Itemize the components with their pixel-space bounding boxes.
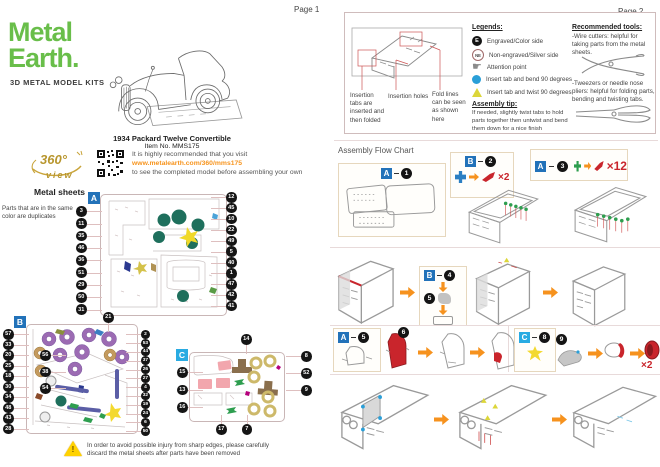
tip-line1: If needed, slightly twist tabs to hold (472, 110, 564, 116)
badge-connector (437, 275, 442, 276)
sheet-a-art (101, 195, 226, 315)
mini-arrow-icon (584, 162, 591, 170)
sheet-c-art (190, 353, 284, 421)
recommend-url: www.metalearth.com/360/mms175 (132, 160, 243, 168)
red-part-icon (594, 161, 603, 171)
flow-chart-heading: Assembly Flow Chart (338, 146, 414, 155)
step2-parts (455, 171, 513, 183)
step4-sub (424, 293, 466, 304)
sheet-c-callout-top (241, 334, 252, 345)
logo-line2: Earth. (8, 42, 79, 73)
page1-label: Page 1 (294, 5, 320, 14)
step-sheet-badge: B (424, 270, 435, 281)
part-callout: 49 (226, 236, 237, 247)
sheet-a-callouts-left (76, 206, 87, 315)
red-wheel-icon (644, 340, 660, 360)
product-caption (88, 134, 256, 150)
part-callout: 17 (216, 424, 227, 435)
part-callout: 40 (226, 257, 237, 268)
legend-label: Insert tab and bend 90 degrees (486, 76, 573, 83)
part-callout: 2 (141, 330, 150, 339)
legends-heading: Legends: (472, 24, 503, 31)
subassembly-sketch (433, 316, 453, 325)
flow-arrow (400, 287, 415, 298)
assembly-tip-heading: Assembly tip: (472, 101, 518, 108)
logo-line1: Metal (8, 17, 73, 47)
legend-label: Non-engraved/Silver side (489, 51, 559, 59)
warning-line2: discard the metal sheets after parts have been removed (87, 450, 241, 458)
part-callout: 6 (141, 418, 150, 427)
part-callout: 29 (76, 280, 87, 291)
step-sheet-badge: A (381, 168, 392, 179)
badge-connector (351, 337, 356, 338)
part-callout: 41 (226, 301, 237, 312)
part-callout: 7 (242, 424, 253, 435)
badge-connector (394, 173, 399, 174)
metal-sheets-heading: Metal sheets (34, 187, 86, 197)
insertion-holes-label: Insertion holes (388, 93, 429, 100)
step-part-badge: 3 (557, 161, 568, 172)
part-callout: 34 (3, 392, 14, 403)
warning-icon (64, 441, 82, 456)
sheet-b-callouts-right (141, 330, 150, 436)
step-part-badge: 6 (398, 327, 409, 338)
part-callout: 38 (40, 367, 51, 378)
badge-360-view: view (46, 170, 74, 180)
warning-exclaim: ! (71, 445, 75, 454)
sheet-b-callouts-left (3, 329, 14, 434)
legend-item-nonengraved (472, 49, 558, 61)
front-box-sketch (333, 252, 399, 336)
part-callout: 3 (76, 206, 87, 217)
seat-sketch (338, 345, 376, 367)
row-divider (330, 374, 660, 375)
front-assembly-sketch (334, 378, 430, 462)
chassis-sketch (448, 183, 556, 245)
nonengraved-side-icon: NE (472, 49, 484, 61)
step-part-badge: 5 (358, 332, 369, 343)
part-callout: 47 (226, 279, 237, 290)
step-sheet-badge: A (535, 161, 546, 172)
part-callout: 53 (142, 340, 149, 346)
step-part-badge: 9 (556, 334, 567, 345)
sheet-a-plate (100, 194, 227, 316)
flow-arrow (470, 347, 485, 358)
step4-id (424, 270, 466, 281)
badge-connector (478, 161, 483, 162)
product-title: 1934 Packard Twelve Convertible (113, 134, 231, 143)
metal-earth-logo (8, 17, 79, 73)
insertion-diagram (350, 20, 466, 90)
part-callout: 5 (226, 246, 237, 257)
step-part-badge: 1 (401, 168, 412, 179)
part-callout: 50 (142, 428, 149, 434)
part-callout: 28 (3, 424, 14, 435)
yellow-part-icon (527, 346, 543, 361)
step-part-badge: 8 (539, 332, 550, 343)
part-callout: 27 (142, 375, 149, 381)
part-callout: 10 (226, 214, 237, 225)
part-callout: 4 (141, 383, 150, 392)
row-divider (330, 325, 660, 326)
sheet-b-callout-top (103, 312, 114, 323)
part-callout: 43 (3, 413, 14, 424)
part-callout: 57 (3, 329, 14, 340)
wheel-assembly-sketch (604, 338, 628, 364)
qr-code (96, 149, 125, 178)
step-sheet-badge: C (519, 332, 530, 343)
front-assembly-sketch (452, 378, 548, 462)
step1-id (381, 168, 445, 179)
step-sheet-badge: A (338, 332, 349, 343)
step-part-badge: 2 (485, 156, 496, 167)
part-callout: 35 (76, 231, 87, 242)
part-callout: 21 (103, 312, 114, 323)
part-callout: 12 (226, 192, 237, 203)
part-callout: 36 (76, 255, 87, 266)
legend-item-twist (472, 88, 572, 97)
sheet-a-badge: A (88, 192, 100, 204)
flow-arrow (543, 287, 558, 298)
step3-id (535, 159, 627, 173)
recommend-line1: It is highly recommended that you visit (132, 151, 248, 158)
part-callout: 14 (241, 334, 252, 345)
sheet-b-callouts-inner (40, 350, 51, 394)
step-sheet-badge: B (465, 156, 476, 167)
step2-id (465, 156, 513, 167)
part-callout: 31 (76, 304, 87, 315)
part-callout: 22 (226, 225, 237, 236)
sheet-a-callouts-right (226, 192, 237, 311)
pliers-icon (574, 102, 652, 128)
fold-lines-label: Fold lines can be seen as shown here (432, 91, 466, 123)
car-line-drawing (92, 46, 244, 136)
legend-item-attention (472, 62, 526, 73)
part-callout: 37 (142, 358, 149, 364)
flow-arrow (418, 347, 433, 358)
legend-item-bend (472, 75, 572, 84)
part-callout: 52 (301, 368, 312, 379)
part-callout: 46 (76, 243, 87, 254)
360-view-badge (28, 147, 86, 183)
mini-arrow-icon (469, 173, 479, 181)
step3-box (530, 149, 628, 181)
step4-box (419, 266, 467, 326)
warning-text (87, 442, 337, 458)
legend-item-engraved (472, 36, 543, 46)
tip-line3: them down for a nice finish (472, 125, 543, 132)
twist-tab-icon (472, 88, 482, 97)
bend-tab-icon (472, 75, 481, 84)
part-callout: 50 (76, 292, 87, 303)
part-callout: 42 (226, 290, 237, 301)
recommendation-text (132, 150, 332, 178)
legend-label: Engraved/Color side (487, 37, 544, 45)
flow-arrow (630, 348, 645, 359)
legend-label: Attention point (486, 64, 527, 71)
seat-assembly-sketch (438, 332, 466, 370)
step-part-badge: 4 (444, 270, 455, 281)
part-callout: 20 (3, 350, 14, 361)
part-callout: 11 (76, 218, 87, 229)
part-callout: 56 (40, 350, 51, 361)
duplicates-note: Parts that are in the same color are duplicates (2, 205, 73, 221)
part-callout: 26 (142, 367, 149, 373)
part-callout: 44 (142, 349, 149, 355)
warning-line1: In order to avoid possible injury from sharp edges, please carefully (87, 442, 269, 449)
mini-down-arrow (439, 305, 448, 315)
assembly-tip-text (472, 110, 582, 134)
part-callout: 48 (3, 403, 14, 414)
part-callout: 54 (40, 383, 51, 394)
quantity-label: ×12 (606, 159, 627, 173)
part-callout: 33 (3, 340, 14, 351)
part-callout: 19 (142, 402, 149, 408)
tweezers-text: -Tweezers or needle nose pliers: helpful for folding parts, bending and twisting tabs. (572, 80, 655, 104)
part-callout: 1 (226, 268, 237, 279)
attention-hand-icon: ☛ (472, 61, 482, 73)
wire-cutters-text: -Wire cutters: helpful for taking parts from the metal sheets. (572, 33, 646, 57)
red-part-icon (482, 172, 495, 182)
part-callout: 30 (3, 382, 14, 393)
seat-assembly-sketch (488, 331, 516, 371)
sheet-b-badge: B (14, 316, 26, 328)
sheet-c-callouts-left (177, 367, 188, 413)
legend-label: Insert tab and twist 90 degrees (487, 89, 572, 96)
step6-box (514, 328, 556, 372)
part-callout: 18 (3, 371, 14, 382)
part-callout: 9 (301, 385, 312, 396)
step5-box (333, 328, 381, 372)
front-assembly-sketch (566, 380, 658, 460)
sheet-c-badge: C (176, 349, 188, 361)
part-callout: 8 (301, 351, 312, 362)
badge-360-number: 360° (40, 152, 67, 167)
part-callout: 24 (142, 411, 149, 417)
blue-part-icon (455, 171, 466, 183)
gray-bracket-sketch (556, 346, 584, 368)
part-callout: 45 (226, 203, 237, 214)
step-part-badge: 5 (424, 293, 435, 304)
part-callout: 32 (142, 393, 149, 399)
engraved-side-icon: E (472, 36, 482, 46)
part-callout: 51 (76, 267, 87, 278)
part-callout: 16 (177, 402, 188, 413)
chassis-sketch (558, 180, 660, 244)
step6-id (519, 332, 555, 343)
step1-box (338, 163, 446, 237)
flow-arrow (552, 414, 567, 425)
insertion-tabs-label: Insertion tabs are inserted and then folded (350, 92, 385, 124)
product-item-number: Item No. MMS175 (144, 143, 200, 150)
row-divider (330, 247, 660, 248)
wire-cutters-icon (578, 52, 648, 78)
recommend-line2: to see the completed model before assembling your own (132, 169, 303, 177)
sheet-c-plate (189, 352, 285, 422)
step5-id (338, 332, 380, 343)
part-callout: 25 (3, 361, 14, 372)
green-part-icon (574, 161, 581, 172)
quantity-label: ×2 (498, 171, 510, 183)
tip-line2: parts together then untwist and bend (472, 117, 568, 124)
quantity-label: ×2 (641, 360, 653, 371)
logo-tagline: 3D METAL MODEL KITS (10, 78, 105, 87)
part-callout: 13 (177, 385, 188, 396)
gray-part-icon (438, 293, 451, 304)
mini-down-arrow (439, 282, 448, 292)
sheet-c-callouts-right (301, 351, 312, 396)
badge-connector (549, 166, 554, 167)
tools-heading: Recommended tools: (572, 24, 643, 31)
divider (334, 140, 658, 141)
part-callout: 15 (177, 367, 188, 378)
flow-arrow (434, 414, 449, 425)
sheet-c-callouts-bottom (216, 424, 252, 435)
flow-arrow (588, 348, 603, 359)
badge-connector (532, 337, 537, 338)
flat-sheet-sketch (342, 181, 442, 231)
front-box-sketch (566, 258, 632, 338)
